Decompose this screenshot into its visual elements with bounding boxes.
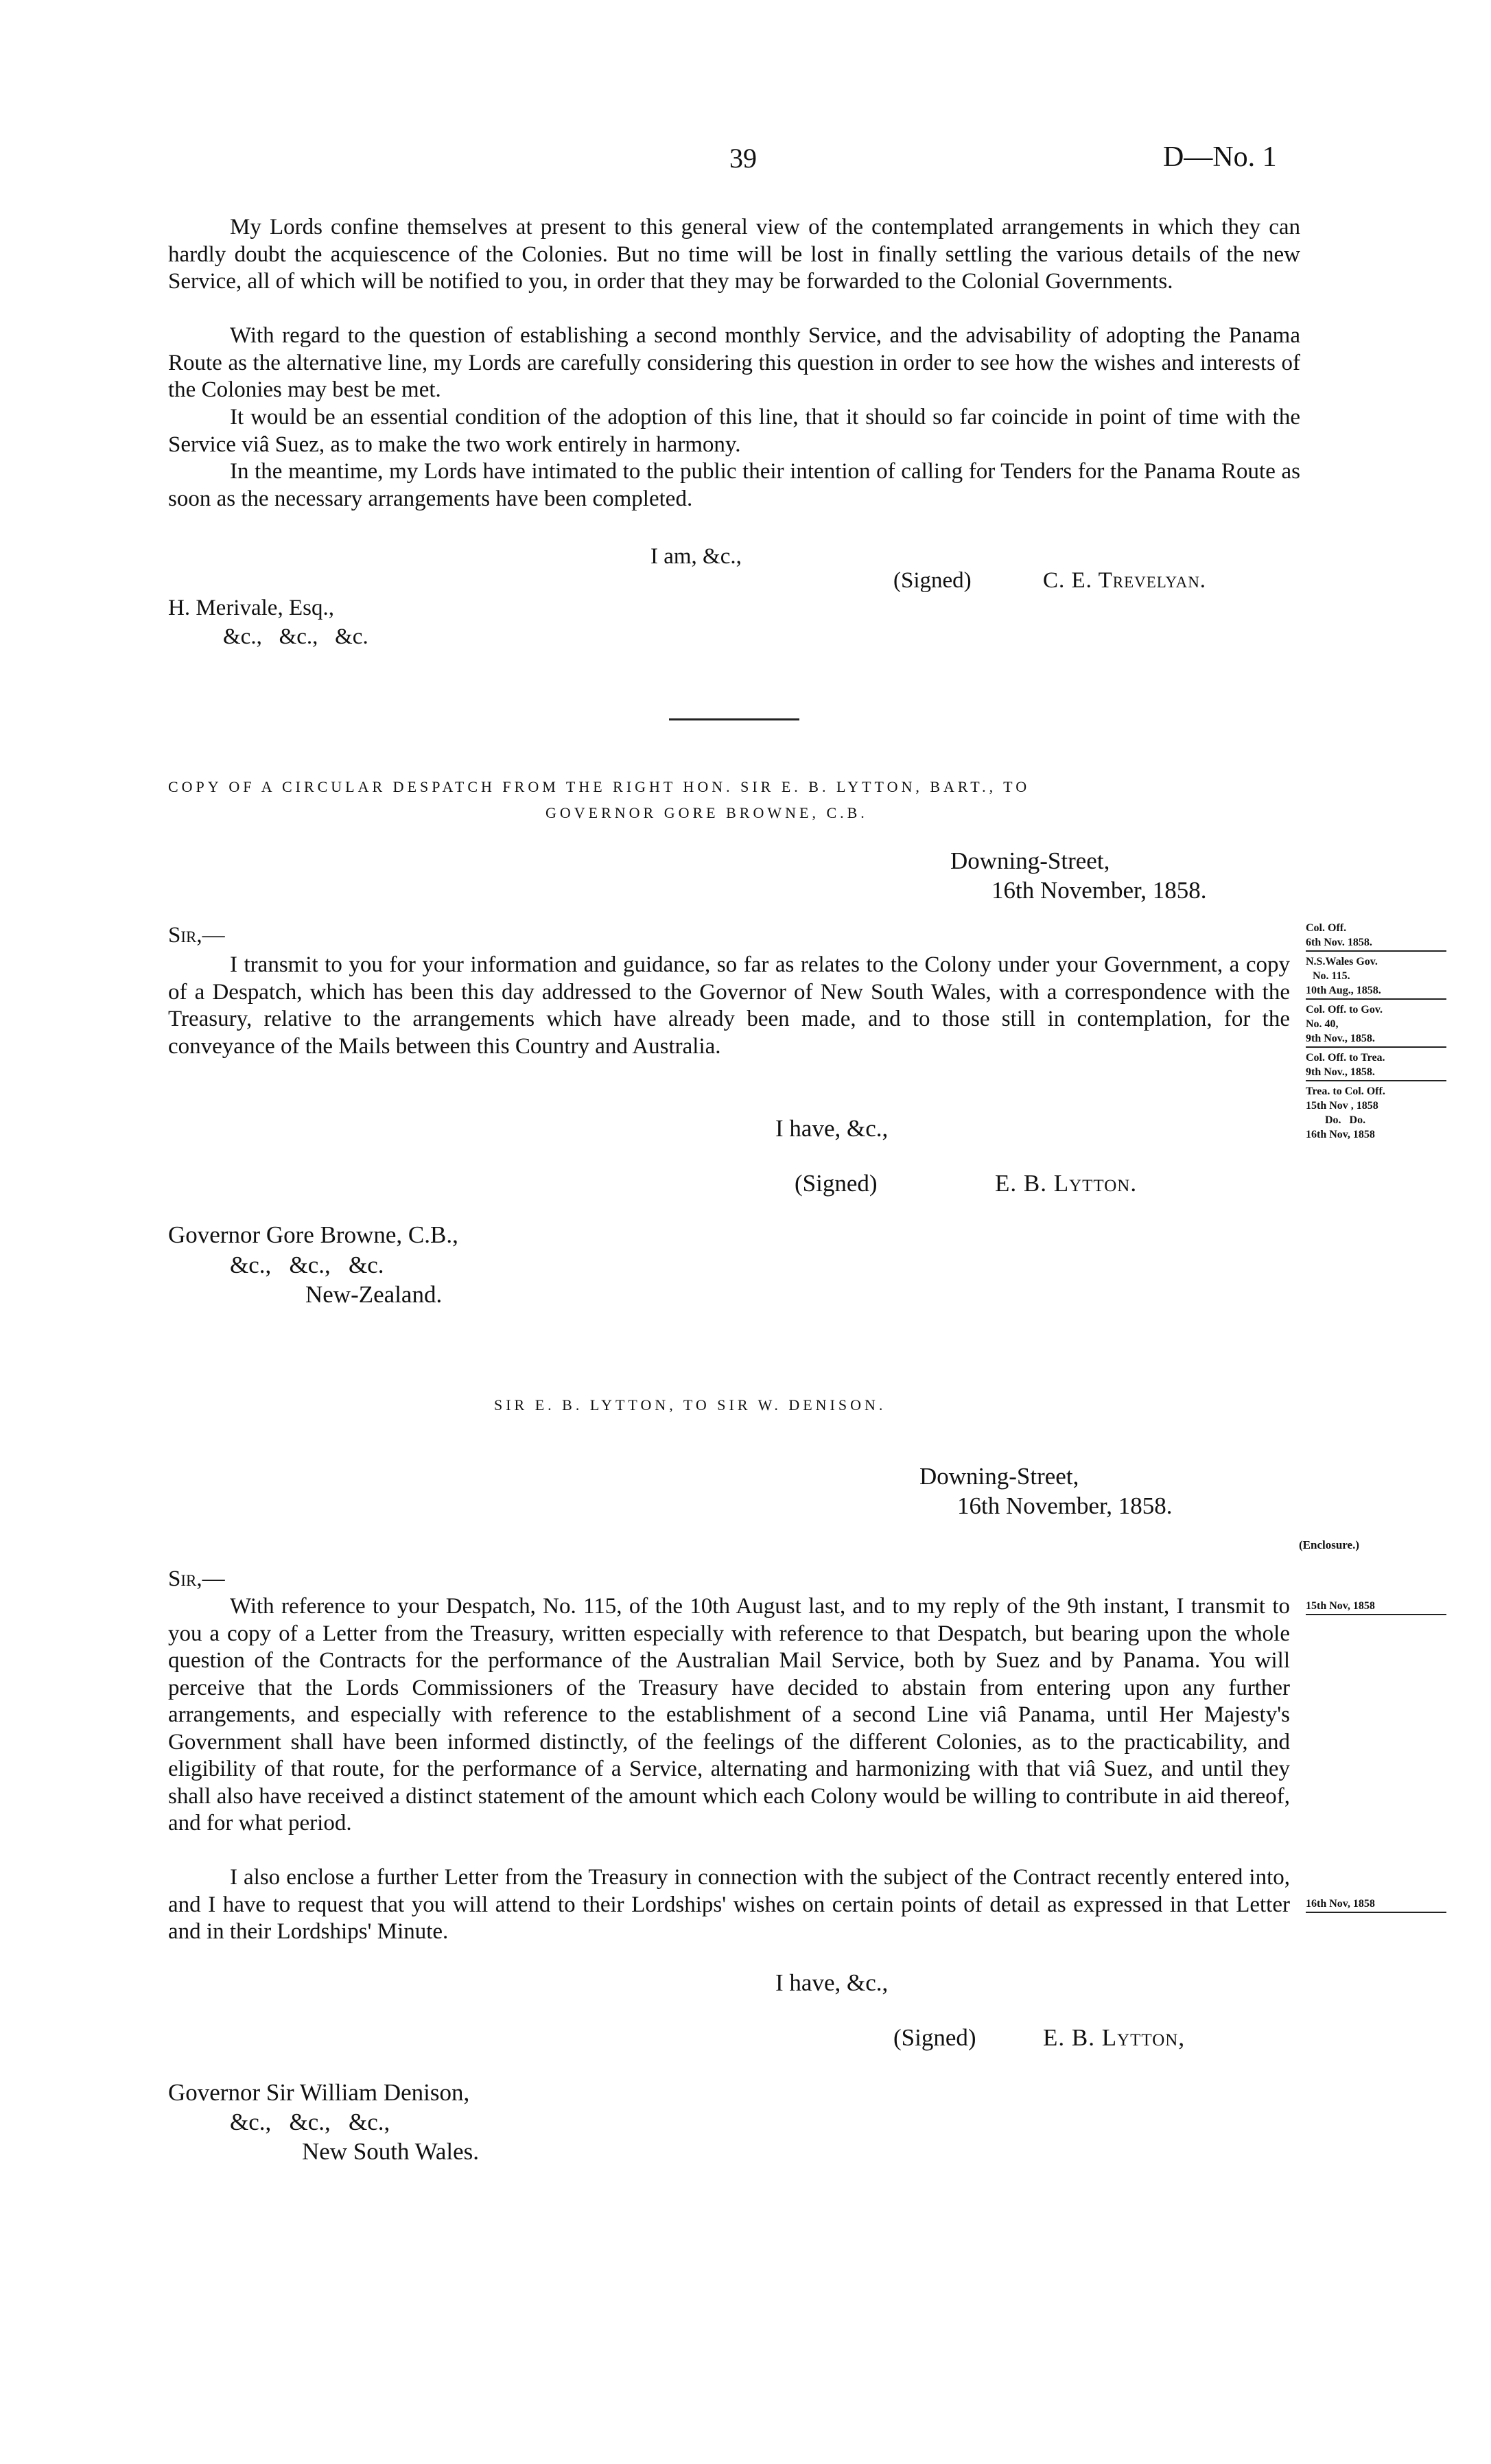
addressee-line: Governor Sir William Denison, [168, 2079, 470, 2106]
place: Downing-Street, [919, 1463, 1079, 1490]
margin-notes: Col. Off. 6th Nov. 1858. N.S.Wales Gov. No. 115. 10th Aug., 1858. Col. Off. to Gov. No. 40, 9th Nov., 1858. Col. Off. to Trea. 9th Nov., 1858. Trea. to Col. Off. 15th Nov , 1858 Do. Do. 16th Nov, 1858 [1306, 921, 1446, 1142]
closing: I am, &c., [650, 544, 742, 569]
paragraph: In the meantime, my Lords have intimated to the public their intention of calling for Tenders for the Panama Route as soon as the necessary arrangements have been completed. [168, 459, 1300, 511]
salutation: Sir,— [168, 1567, 225, 1591]
despatch-heading: COPY OF A CIRCULAR DESPATCH FROM THE RIGHT HON. SIR E. B. LYTTON, BART., TO [168, 778, 1031, 795]
addressee-line: &c., &c., &c., [230, 2109, 390, 2135]
paragraph: I also enclose a further Letter from the Treasury in connection with the subject of the Contract recently entered into, and I have to request that you will attend to their Lordships' wishes on certain points of detail as expressed in that Letter and in their Lordships' Minute. [168, 1865, 1290, 1944]
signed-label: (Signed) [795, 1170, 878, 1197]
despatch-heading: GOVERNOR GORE BROWNE, C.B. [545, 804, 868, 821]
date: 16th November, 1858. [991, 877, 1207, 904]
despatch-body: I transmit to you for your information and guidance, so far as relates to the Colony under your Government, a copy of a Despatch, which has been this day addressed to the Governor of New South Wales, with a correspondence with the Treasury, relative to the arrangements which have already been made, and to those still in contemplation, for the conveyance of the Mails between this Country and Australia. [168, 952, 1290, 1059]
date: 16th November, 1858. [957, 1492, 1173, 1519]
page-number: 39 [729, 143, 757, 174]
addressee-line: New-Zealand. [305, 1281, 443, 1308]
despatch-heading: SIR E. B. LYTTON, TO SIR W. DENISON. [494, 1396, 887, 1413]
addressee-line: H. Merivale, Esq., [168, 596, 334, 620]
document-reference: D—No. 1 [1163, 141, 1277, 173]
signed-label: (Signed) [893, 2024, 976, 2051]
margin-note: 15th Nov, 1858 [1306, 1599, 1446, 1618]
salutation: Sir,— [168, 923, 225, 948]
paragraph: My Lords confine themselves at present to this general view of the contemplated arrangements in which they can hardly doubt the acquiescence of the Colonies. But no time will be lost in finally settling the various details of the new Service, all of which will be notified to you, in order that they may be forwarded to the Colonial Governments. [168, 215, 1300, 294]
paragraph: With regard to the question of establishing a second monthly Service, and the advisability of adopting the Panama Route as the alternative line, my Lords are carefully considering this question in order to see how the wishes and interests of the Colonies may best be met. [168, 323, 1300, 402]
section-divider [669, 718, 799, 720]
closing: I have, &c., [775, 1115, 889, 1142]
closing: I have, &c., [775, 1969, 889, 1996]
paragraph: With reference to your Despatch, No. 115, of the 10th August last, and to my reply of the 9th instant, I transmit to you a copy of a Letter from the Treasury, written especially with reference to that Despatch, but bearing upon the whole question of the Contracts for the performance of the Australian Mail Service, both by Suez and by Panama. You will perceive that the Lords Commissioners of the Treasury have decided to abstain from entering upon any further arrangements, and especially with reference to the establishment of a second Line viâ Panama, until Her Majesty's Government shall have been informed distinctly, of the feelings of the different Colonies, as to the practicability, and eligibility of that route, for the performance of a Service, alternating and harmonizing with that viâ Suez, and until they shall also have received a distinct statement of the amount which each Colony would be willing to contribute in aid thereof, and for what period. [168, 1594, 1290, 1835]
signatory: E. B. Lytton. [995, 1170, 1138, 1197]
signed-label: (Signed) [893, 568, 972, 593]
paragraph: It would be an essential condition of the adoption of this line, that it should so far coincide in point of time with the Service viâ Suez, as to make the two work entirely in harmony. [168, 405, 1300, 457]
addressee-line: &c., &c., &c. [223, 624, 368, 649]
place: Downing-Street, [950, 847, 1110, 874]
signatory: E. B. Lytton, [1043, 2024, 1186, 2051]
addressee-line: &c., &c., &c. [230, 1252, 384, 1278]
addressee-line: Governor Gore Browne, C.B., [168, 1221, 458, 1248]
signatory: C. E. Trevelyan. [1043, 568, 1207, 593]
enclosure-label: (Enclosure.) [1299, 1538, 1359, 1551]
margin-note: 16th Nov, 1858 [1306, 1897, 1446, 1916]
addressee-line: New South Wales. [302, 2138, 480, 2165]
